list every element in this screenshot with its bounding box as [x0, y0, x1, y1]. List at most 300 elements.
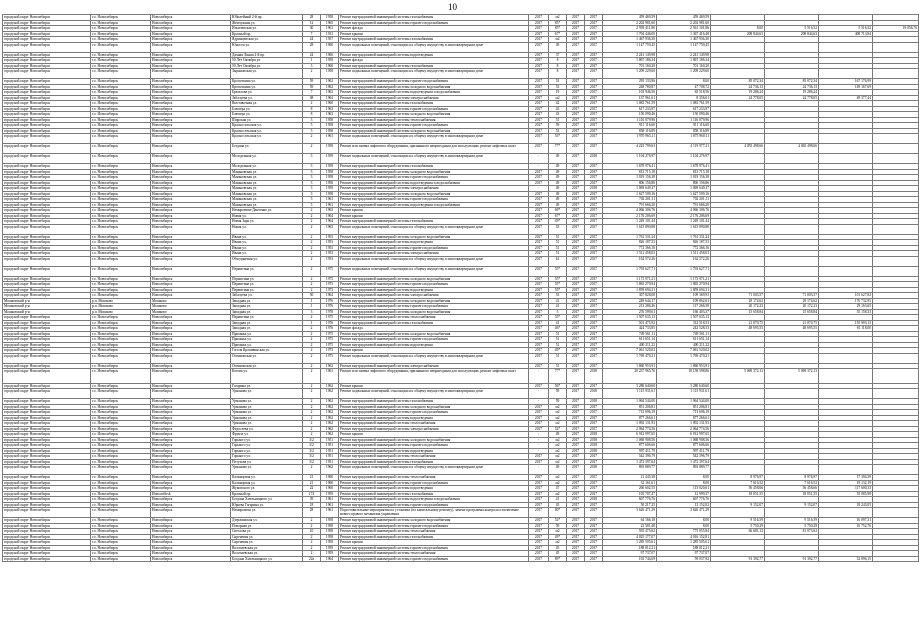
cell-total-cost: 1 064 544,00 — [603, 399, 657, 405]
cell-locality: Новосибирск — [151, 459, 231, 465]
cell-street: Урманова ул. — [231, 389, 303, 399]
cell-work-type: Ремонт подвальных помещений, относящихся к общему имуществу в многоквартирном доме — [339, 389, 529, 399]
cell-total-cost: 23 581,48 — [603, 523, 657, 529]
cell-okrug: городской округ Новосибирск — [3, 491, 91, 497]
cell-total-cost: 1 761 331,24 — [603, 234, 657, 240]
cell-street: Горького ул. — [231, 454, 303, 460]
cell-code: 55* — [549, 276, 567, 282]
cell-plan-year: 2017 — [529, 363, 549, 369]
cell-year-built: 1958 — [321, 534, 339, 540]
cell-code: 43 — [549, 106, 567, 112]
cell-okrug: городской округ Новосибирск — [3, 497, 91, 503]
cell-plan-year: - — [529, 399, 549, 405]
cell-year-built: 1963 — [321, 112, 339, 118]
cell-budget-3: 18 243,05 — [819, 502, 873, 508]
cell-year-built: 1958 — [321, 169, 339, 175]
cell-start-year: 2017 — [567, 465, 585, 475]
cell-budget-2: 56 458,66 — [765, 486, 819, 492]
cell-work-type: Ремонт внутридомовой инженерной системы холодного водоснабжения — [339, 518, 529, 524]
cell-budget-1 — [711, 42, 765, 52]
cell-budget-2: 9 152,07 — [765, 502, 819, 508]
cell-code: 59 — [549, 523, 567, 529]
cell-plan-year: 2017 — [529, 106, 549, 112]
cell-house: 2 — [303, 389, 321, 399]
cell-year-built: 1962 — [321, 79, 339, 85]
cell-start-year: 2017 — [567, 134, 585, 144]
cell-settlement: г.о. Новосибирск — [91, 353, 151, 363]
cell-okrug: городской округ Новосибирск — [3, 529, 91, 535]
cell-street: Красносельская ул. — [231, 128, 303, 134]
cell-plan-year: 2017 — [529, 459, 549, 465]
cell-year-built: 1961 — [321, 26, 339, 32]
cell-okrug: городской округ Новосибирск — [3, 475, 91, 481]
cell-end-year: 2017 — [585, 459, 603, 465]
cell-total-cost: 877 606,66 — [603, 443, 657, 449]
cell-plan-year: - — [529, 186, 549, 192]
cell-end-year: 2017 — [585, 123, 603, 129]
cell-okrug: городской округ Новосибирск — [3, 117, 91, 123]
cell-street: Сиреневая ул. — [231, 540, 303, 546]
cell-fund-cost: 1 209 229,60 — [657, 69, 711, 79]
cell-year-built: 1963 — [321, 90, 339, 96]
table-row — [3, 224, 919, 234]
cell-code: 49* — [549, 348, 567, 354]
cell-okrug: городской округ Новосибирск — [3, 164, 91, 170]
cell-street: Ивана ул. — [231, 234, 303, 240]
cell-plan-year: 2017 — [529, 117, 549, 123]
cell-start-year: 2017 — [567, 331, 585, 337]
cell-settlement: г.о. Новосибирск — [91, 502, 151, 508]
cell-locality: Новосибирск — [151, 117, 231, 123]
cell-okrug: городской округ Новосибирск — [3, 58, 91, 64]
cell-start-year: 2017 — [567, 112, 585, 118]
cell-settlement: г.о. Новосибирск — [91, 551, 151, 557]
cell-house: 2 — [303, 326, 321, 332]
cell-street: Кропоткина ул. — [231, 84, 303, 90]
cell-settlement: г.о. Новосибирск — [91, 256, 151, 266]
cell-code: 51 — [549, 342, 567, 348]
cell-end-year: 2017 — [585, 348, 603, 354]
cell-start-year: 2017 — [567, 219, 585, 225]
cell-okrug: городской округ Новосибирск — [3, 197, 91, 203]
cell-plan-year: 2017 — [529, 491, 549, 497]
cell-budget-3: 5 516,52 — [819, 26, 873, 32]
cell-house: 2 — [303, 224, 321, 234]
cell-plan-year: - — [529, 369, 549, 384]
cell-code: м2 — [549, 404, 567, 410]
cell-work-type: Ремонт внутридомовой инженерной системы горячего водоснабжения — [339, 337, 529, 343]
cell-code: м2 — [549, 15, 567, 21]
cell-budget-3: 16 097,31 — [819, 518, 873, 524]
cell-house: 2 — [303, 363, 321, 369]
cell-total-cost: 32 161,61 — [603, 480, 657, 486]
cell-settlement: г.о. Новосибирск — [91, 421, 151, 427]
cell-plan-year: 2017 — [529, 63, 549, 69]
cell-end-year: 2017 — [585, 42, 603, 52]
cell-fund-cost: 877 266,61 — [657, 415, 711, 421]
cell-fund-cost: 1 092 131,93 — [657, 421, 711, 427]
cell-end-year: 2017 — [585, 326, 603, 332]
cell-budget-2: 24 778,05 — [765, 95, 819, 101]
cell-year-built: 1953 — [321, 234, 339, 240]
cell-work-type: Ремонт крыши — [339, 432, 529, 438]
cell-budget-1: 18 051,55 — [711, 491, 765, 497]
cell-end-year: 2017 — [585, 551, 603, 557]
cell-budget-4 — [873, 256, 919, 266]
cell-locality: Новосибирск — [151, 79, 231, 85]
cell-start-year: 2017 — [567, 164, 585, 170]
cell-work-type: Ремонт внутридомовой инженерной системы холодного водоснабжения — [339, 331, 529, 337]
cell-settlement: г.о. Новосибирск — [91, 282, 151, 288]
cell-house: 3/2 — [303, 448, 321, 454]
cell-year-built: 1975 — [321, 342, 339, 348]
cell-settlement: г.о. Новосибирск — [91, 208, 151, 214]
cell-budget-1: 56 458,66 — [711, 486, 765, 492]
cell-start-year: 2017 — [567, 320, 585, 326]
cell-street: Урманова ул. — [231, 399, 303, 405]
cell-work-type: Ремонт внутридомовой инженерной системы холодного водоснабжения — [339, 437, 529, 443]
cell-locality: Новосибирск — [151, 169, 231, 175]
cell-start-year: 2017 — [567, 448, 585, 454]
cell-end-year: 2017 — [585, 331, 603, 337]
cell-settlement: г.о. Новосибирск — [91, 101, 151, 107]
cell-total-cost: 248 780,87 — [603, 84, 657, 90]
cell-street: Забалуева ул. — [231, 95, 303, 101]
cell-budget-2: 29 174,62 — [765, 298, 819, 304]
cell-plan-year: 2017 — [529, 540, 549, 546]
cell-start-year: 2017 — [567, 266, 585, 276]
cell-work-type: Ремонт внутридомовой инженерной системы водоотведения и водоснабжения — [339, 90, 529, 96]
cell-start-year: 2017 — [567, 475, 585, 481]
cell-plan-year: 2017 — [529, 556, 549, 562]
cell-okrug: городской округ Новосибирск — [3, 534, 91, 540]
cell-start-year: 2017 — [567, 309, 585, 315]
cell-end-year: 2017 — [585, 475, 603, 481]
cell-house: 3 — [303, 154, 321, 164]
cell-fund-cost: 749 561,11 — [657, 331, 711, 337]
cell-okrug: городской округ Новосибирск — [3, 326, 91, 332]
cell-plan-year: 2017 — [529, 234, 549, 240]
cell-end-year: 2017 — [585, 52, 603, 58]
cell-budget-1: 21 070,75 — [711, 320, 765, 326]
cell-year-built: 1958 — [321, 175, 339, 181]
cell-budget-4 — [873, 508, 919, 518]
cell-total-cost: 7 061 520,02 — [603, 348, 657, 354]
cell-code: 49 — [549, 180, 567, 186]
cell-start-year: 2017 — [567, 556, 585, 562]
cell-work-type: Ремонт внутридомовой инженерной системы водоотведения — [339, 448, 529, 454]
cell-locality: Новосибирск — [151, 240, 231, 246]
cell-budget-4 — [873, 42, 919, 52]
cell-code: 89* — [549, 556, 567, 562]
cell-code: 8 — [549, 63, 567, 69]
cell-budget-3: 55 085,98 — [819, 491, 873, 497]
cell-house: 59 — [303, 79, 321, 85]
cell-code: 49 — [549, 465, 567, 475]
cell-year-built: 1976 — [321, 320, 339, 326]
cell-okrug: городской округ Новосибирск — [3, 399, 91, 405]
cell-work-type: Ремонт крыши — [339, 31, 529, 37]
cell-work-type: Ремонт внутридомовой инженерной системы водоотведения и водоснабжения — [339, 202, 529, 208]
cell-locality: Новосибирск — [151, 502, 231, 508]
cell-budget-2: 4 065 498,66 — [765, 144, 819, 154]
cell-end-year: 2017 — [585, 426, 603, 432]
cell-locality: Новосибирск — [151, 26, 231, 32]
cell-year-built: 1975 — [321, 266, 339, 276]
cell-settlement: р.п. Мошково — [91, 304, 151, 310]
cell-fund-cost: 188 012,21 — [657, 545, 711, 551]
cell-settlement: г.о. Новосибирск — [91, 154, 151, 164]
cell-street: Котова ул. — [231, 369, 303, 384]
cell-settlement: г.о. Новосибирск — [91, 197, 151, 203]
cell-okrug: городской округ Новосибирск — [3, 266, 91, 276]
cell-year-built: 1962 — [321, 421, 339, 427]
cell-year-built: 1958 — [321, 58, 339, 64]
cell-end-year: 2018 — [585, 443, 603, 449]
cell-year-built: 1958 — [321, 123, 339, 129]
cell-okrug: городской округ Новосибирск — [3, 293, 91, 299]
cell-settlement: г.о. Новосибирск — [91, 404, 151, 410]
cell-settlement: г.о. Новосибирск — [91, 240, 151, 246]
cell-plan-year: 2017 — [529, 276, 549, 282]
cell-settlement: г.о. Новосибирск — [91, 432, 151, 438]
cell-work-type: Ремонт внутридомовой инженерной системы электроснабжения — [339, 363, 529, 369]
cell-code: 5 — [549, 309, 567, 315]
cell-plan-year: 2017 — [529, 518, 549, 524]
cell-street: Горького ул. — [231, 443, 303, 449]
cell-street: Красный пр. — [231, 31, 303, 37]
cell-plan-year: 2017 — [529, 251, 549, 257]
cell-budget-1: 8 976,97 — [711, 475, 765, 481]
cell-okrug: городской округ Новосибирск — [3, 154, 91, 164]
cell-settlement: г.о. Новосибирск — [91, 63, 151, 69]
cell-fund-cost: 607 776,76 — [657, 497, 711, 503]
cell-street: Западная ул. — [231, 304, 303, 310]
cell-street: Урманова ул. — [231, 415, 303, 421]
cell-plan-year: 2017 — [529, 69, 549, 79]
cell-locality: Новосибирск — [151, 112, 231, 118]
cell-fund-cost: 3 280 640,60 — [657, 383, 711, 389]
cell-plan-year: 2017 — [529, 79, 549, 85]
cell-start-year: 2017 — [567, 369, 585, 384]
cell-house: 2 — [303, 219, 321, 225]
cell-budget-2 — [765, 389, 819, 399]
cell-end-year: 2017 — [585, 58, 603, 64]
cell-locality: Новосибирск — [151, 191, 231, 197]
cell-work-type: Ремонт внутридомовой инженерной системы холодного водоснабжения — [339, 298, 529, 304]
cell-year-built: 1958 — [321, 518, 339, 524]
cell-total-cost: 593 475,62 — [603, 529, 657, 535]
cell-street: Новая ул. — [231, 213, 303, 219]
cell-fund-cost: 1 116 079,96 — [657, 117, 711, 123]
cell-year-built: 1951 — [321, 448, 339, 454]
cell-okrug: городской округ Новосибирск — [3, 224, 91, 234]
cell-budget-1: 4 055 498,66 — [711, 144, 765, 154]
cell-work-type: Ремонт внутридомовой инженерной системы газоснабжения — [339, 37, 529, 43]
cell-budget-3: 155 903,13 — [819, 320, 873, 326]
cell-work-type: Ремонт внутридомовой инженерной системы электроснабжения — [339, 186, 529, 192]
cell-start-year: 2017 — [567, 90, 585, 96]
cell-okrug: городской округ Новосибирск — [3, 410, 91, 416]
cell-settlement: г.о. Новосибирск — [91, 26, 151, 32]
cell-locality: Новосибирск — [151, 37, 231, 43]
cell-street: Немировича-Данченко ул. — [231, 208, 303, 214]
cell-start-year: 2017 — [567, 342, 585, 348]
cell-locality: Новосибирск — [151, 497, 231, 503]
cell-street: Пермитина ул. — [231, 282, 303, 288]
cell-year-built: 1958 — [321, 540, 339, 546]
cell-end-year: 2017 — [585, 534, 603, 540]
cell-house: 2 — [303, 353, 321, 363]
cell-year-built: 1961 — [321, 369, 339, 384]
cell-house: 12 — [303, 20, 321, 26]
cell-budget-1: 85 072,34 — [711, 79, 765, 85]
cell-okrug: городской округ Новосибирск — [3, 540, 91, 546]
repair-program-table — [2, 14, 919, 562]
cell-plan-year: 2017 — [529, 348, 549, 354]
cell-settlement: г.о. Новосибирск — [91, 106, 151, 112]
cell-house: 10 — [303, 529, 321, 535]
cell-settlement: г.о. Новосибирск — [91, 144, 151, 154]
cell-total-cost: 1 511 458,03 — [603, 251, 657, 257]
cell-plan-year: 2017 — [529, 404, 549, 410]
cell-end-year: 2017 — [585, 197, 603, 203]
cell-plan-year: 2017 — [529, 123, 549, 129]
cell-start-year: 2017 — [567, 304, 585, 310]
cell-street: Урманова ул. — [231, 404, 303, 410]
cell-code: 45 — [549, 551, 567, 557]
cell-code: 8 — [549, 58, 567, 64]
cell-fund-cost: 1 865 270,94 — [657, 282, 711, 288]
cell-settlement: г.о. Новосибирск — [91, 175, 151, 181]
cell-work-type: Ремонт внутридомовой инженерной системы горячего водоснабжения — [339, 123, 529, 129]
cell-okrug: городской округ Новосибирск — [3, 191, 91, 197]
cell-locality: Новосибирск — [151, 448, 231, 454]
cell-street: Маньковская ул. — [231, 197, 303, 203]
cell-work-type: Ремонт фасада — [339, 326, 529, 332]
cell-total-cost: 50 217,25 — [603, 502, 657, 508]
cell-budget-2: 5 750,29 — [765, 523, 819, 529]
cell-house: 3 — [303, 164, 321, 170]
cell-end-year: 2017 — [585, 26, 603, 32]
cell-end-year: 2018 — [585, 497, 603, 503]
cell-okrug: городской округ Новосибирск — [3, 219, 91, 225]
cell-total-cost: 276 599,61 — [603, 309, 657, 315]
table-row — [3, 266, 919, 276]
cell-house: 50 — [303, 293, 321, 299]
cell-work-type: Ремонт крыши — [339, 208, 529, 214]
cell-street: Западная ул. — [231, 309, 303, 315]
cell-street: Калинцовая ул. — [231, 480, 303, 486]
cell-street: Немировича ул. — [231, 508, 303, 518]
cell-code: 77* — [549, 369, 567, 384]
cell-start-year: 2017 — [567, 31, 585, 37]
cell-work-type: Ремонт внутридомовой инженерной системы холодного водоснабжения — [339, 112, 529, 118]
cell-budget-2 — [765, 266, 819, 276]
cell-okrug: городской округ Новосибирск — [3, 523, 91, 529]
cell-work-type: Ремонт внутридомовой инженерной системы электроснабжения — [339, 95, 529, 101]
cell-end-year: 2017 — [585, 79, 603, 85]
cell-end-year: 2017 — [585, 69, 603, 79]
cell-year-built: 1931 — [321, 31, 339, 37]
cell-end-year: 2017 — [585, 556, 603, 562]
cell-end-year: 2017 — [585, 144, 603, 154]
cell-settlement: г.о. Новосибирск — [91, 326, 151, 332]
cell-settlement: г.о. Новосибирск — [91, 180, 151, 186]
cell-end-year: 2018 — [585, 432, 603, 438]
cell-budget-2: 9 516,59 — [765, 518, 819, 524]
cell-settlement: г.о. Новосибирск — [91, 245, 151, 251]
cell-year-built: 1957 — [321, 37, 339, 43]
cell-work-type: Ремонт внутридомовой инженерной системы теплоснабжения — [339, 529, 529, 535]
cell-work-type: Ремонт внутридомовой инженерной системы холодного водоснабжения — [339, 84, 529, 90]
cell-work-type: Подготовительные мероприятия по установке (по капитальному ремонту), замене программы контроля и включение нового правого механизма управления — [339, 508, 529, 518]
cell-okrug: городской округ Новосибирск — [3, 26, 91, 32]
cell-total-cost: 749 561,11 — [603, 331, 657, 337]
cell-end-year: 2017 — [585, 240, 603, 246]
cell-fund-cost: 8,00 — [657, 523, 711, 529]
cell-year-built: 1958 — [321, 15, 339, 21]
cell-year-built: 1962 — [321, 383, 339, 389]
cell-locality: Новосибирск — [151, 58, 231, 64]
cell-fund-cost: 813 715,18 — [657, 169, 711, 175]
cell-total-cost: 2 241 149,98 — [603, 52, 657, 58]
cell-total-cost: 188 012,21 — [603, 545, 657, 551]
cell-settlement: г.о. Новосибирск — [91, 540, 151, 546]
cell-code: 19 — [549, 90, 567, 96]
cell-budget-3 — [819, 389, 873, 399]
cell-budget-1: 9 152,07 — [711, 502, 765, 508]
cell-locality: Новосибирск — [151, 389, 231, 399]
cell-locality: Новосибирск — [151, 213, 231, 219]
cell-street: Жуковского ул. — [231, 486, 303, 492]
cell-house: 2 — [303, 276, 321, 282]
cell-fund-cost: 617 233,97 — [657, 106, 711, 112]
cell-settlement: г.о. Новосибирск — [91, 58, 151, 64]
cell-end-year: 2017 — [585, 169, 603, 175]
cell-start-year: 2017 — [567, 63, 585, 69]
cell-house: 3 — [303, 169, 321, 175]
cell-year-built: 1951 — [321, 443, 339, 449]
cell-settlement: г.о. Новосибирск — [91, 169, 151, 175]
cell-okrug: городской округ Новосибирск — [3, 134, 91, 144]
cell-street: Юности ул. — [231, 42, 303, 52]
cell-fund-cost: 2 176 206,69 — [657, 213, 711, 219]
cell-budget-2: 15 658,84 — [765, 309, 819, 315]
cell-work-type: Ремонт крыши — [339, 540, 529, 546]
cell-start-year: 2017 — [567, 240, 585, 246]
cell-locality: Новосибирск — [151, 437, 231, 443]
cell-locality: Новосибирск — [151, 224, 231, 234]
cell-locality: Новосибирск — [151, 326, 231, 332]
cell-plan-year: 2017 — [529, 337, 549, 343]
cell-code: 41 — [549, 304, 567, 310]
cell-street: Маньковская ул. — [231, 175, 303, 181]
cell-plan-year: 2017 — [529, 58, 549, 64]
cell-start-year: 2017 — [567, 363, 585, 369]
cell-start-year: 2017 — [567, 383, 585, 389]
cell-okrug: городской округ Новосибирск — [3, 459, 91, 465]
cell-fund-cost: 1 472 397,64 — [657, 459, 711, 465]
cell-year-built: 1962 — [321, 465, 339, 475]
cell-end-year: 2017 — [585, 502, 603, 508]
cell-year-built: 1975 — [321, 348, 339, 354]
cell-budget-1: 24 736,13 — [711, 84, 765, 90]
cell-budget-2: 5 069 372,13 — [765, 369, 819, 384]
cell-fund-cost: 1 068 908,56 — [657, 437, 711, 443]
cell-plan-year: 2017 — [529, 175, 549, 181]
cell-work-type: Ремонт внутридомовой инженерной системы газоснабжения — [339, 320, 529, 326]
